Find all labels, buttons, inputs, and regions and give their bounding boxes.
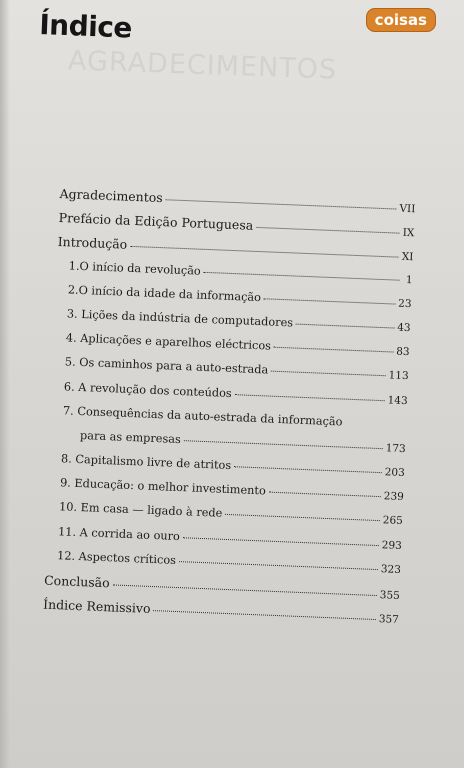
toc-entry-label: 10. Em casa — ligado à rede — [58, 500, 223, 521]
toc-entry-label: Introdução — [57, 234, 128, 253]
toc-entry-page: 43 — [396, 321, 411, 335]
toc-entry-page: XI — [401, 251, 414, 264]
page-edge-shadow — [0, 0, 10, 768]
toc-entry-page: 355 — [379, 589, 401, 602]
toc-entry-page: 239 — [383, 490, 405, 504]
toc-entry-label: 1.O início da revolução — [68, 258, 202, 278]
dot-leader — [234, 466, 382, 473]
toc-entry-page: VII — [399, 202, 416, 216]
toc-entry-label: 7. Consequências da auto-estrada da informação — [62, 403, 343, 429]
toc-entry-page: 173 — [385, 442, 406, 455]
dot-leader — [271, 371, 385, 377]
page-title: Índice — [38, 8, 133, 45]
toc-entry-label: Prefácio da Edição Portuguesa — [58, 210, 254, 233]
dot-leader — [274, 347, 393, 353]
dot-leader — [269, 492, 381, 497]
toc-entry-label: 3. Lições da indústria de computadores — [66, 307, 294, 330]
dot-leader — [225, 514, 380, 521]
dot-leader — [183, 537, 379, 546]
toc-entry-label: 2.O início da idade da informação — [67, 283, 262, 304]
toc-entry-page: 113 — [388, 369, 409, 383]
dot-leader — [235, 394, 385, 401]
dot-leader — [264, 298, 395, 304]
dot-leader — [166, 199, 397, 209]
toc-entry-label: 8. Capitalismo livre de atritos — [60, 452, 232, 473]
toc-entry-page: IX — [402, 226, 415, 240]
toc-entry-label: Índice Remissivo — [42, 596, 151, 617]
toc-entry-page: 323 — [380, 563, 402, 576]
toc-entry-page: 1 — [405, 273, 413, 286]
toc-entry-label: 5. Os caminhos para a auto-estrada — [64, 355, 269, 377]
toc-entry-page: 23 — [397, 297, 412, 310]
dot-leader — [204, 271, 400, 280]
toc-entry-page: 357 — [378, 613, 400, 627]
bleed-through-text: AGRADECIMENTOS — [67, 45, 338, 86]
dot-leader — [256, 227, 400, 234]
toc-entry-page: 83 — [396, 345, 410, 359]
toc-entry-label: 12. Aspectos críticos — [56, 549, 177, 567]
toc-entry-page: 143 — [387, 393, 408, 407]
toc-entry-label: 9. Educação: o melhor investimento — [59, 476, 267, 498]
toc-entry-page: 265 — [382, 514, 404, 528]
dot-leader — [184, 440, 383, 449]
toc-entry-page: 203 — [384, 466, 405, 480]
dot-leader — [130, 246, 399, 258]
table-of-contents — [43, 186, 416, 635]
toc-entry-label: para as empresas — [79, 428, 182, 446]
toc-entry-label: 6. A revolução dos conteúdos — [63, 379, 232, 400]
toc-entry-label: Agradecimentos — [59, 186, 164, 206]
dot-leader — [113, 584, 377, 596]
dot-leader — [153, 610, 375, 620]
toc-entry-label: Conclusão — [43, 572, 111, 591]
watermark-badge: coisas — [366, 8, 436, 32]
toc-entry-label: 4. Aplicações e aparelhos eléctricos — [65, 331, 272, 353]
toc-entry-label: 11. A corrida ao ouro — [57, 524, 181, 543]
dot-leader — [179, 561, 378, 570]
toc-entry-page: 293 — [381, 538, 403, 552]
dot-leader — [296, 324, 394, 329]
